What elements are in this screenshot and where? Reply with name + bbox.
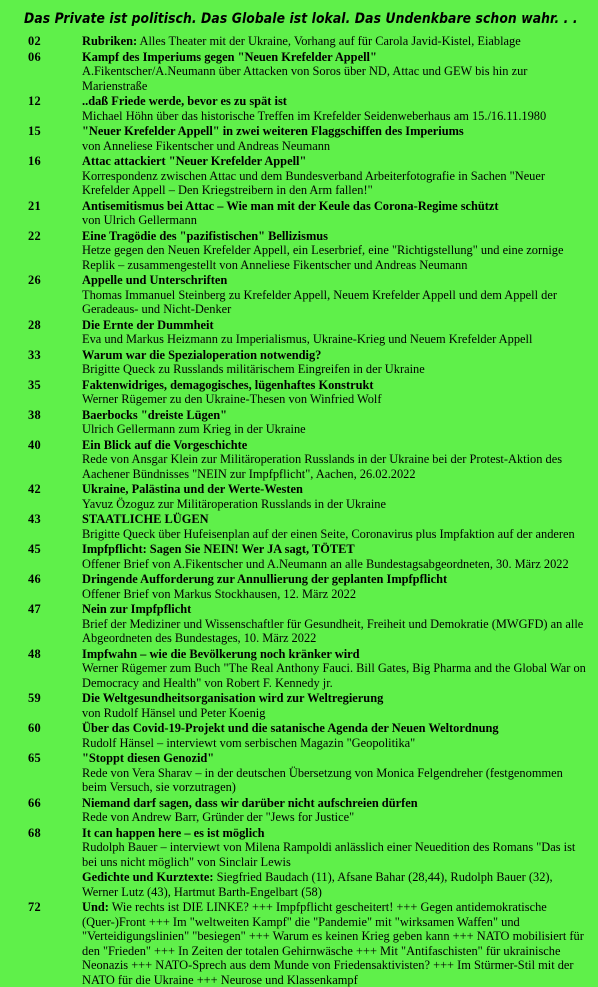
entry-description: Offener Brief von A.Fikentscher und A.Neumann an alle Bundestagsabgeordneten, 30. März 2022 bbox=[82, 556, 569, 571]
entry-description: Eva und Markus Heizmann zu Imperialismus, Ukraine-Krieg und Neuem Krefelder Appell bbox=[82, 332, 533, 346]
entry-description: von Ulrich Gellermann bbox=[82, 213, 197, 227]
entry-title: Die Weltgesundheitsorganisation wird zur Weltregierung bbox=[82, 691, 384, 705]
entry-title: Nein zur Impfpflicht bbox=[82, 602, 192, 616]
entry-description: Wie rechts ist DIE LINKE? +++ Impfpflicht gescheitert! +++ Gegen antidemokratische (Quer-)Front +++ Im "weltweiten Kampf" die "Pandemie" mit "wirksamen Waffen" und "Verteidigungslinien" "besiegen" +++ Warum es keinen Krieg geben kann +++ NATO mobilisiert für den "Frieden" +++ In Zeiten der totalen Gehirnwäsche +++ Mit "Antifaschisten" für ukrainische Neonazis +++ NATO-Sprech aus dem Munde von Friedensaktivisten? +++ Im Stürmer-Stil mit der NATO für die Ukraine +++ Neurose und Klassenkampf bbox=[82, 900, 584, 987]
entry-body bbox=[82, 318, 588, 347]
entry-title: Eine Tragödie des "pazifistischen" Bellizismus bbox=[82, 228, 328, 243]
entry-body bbox=[82, 199, 588, 228]
entry-description: Hetze gegen den Neuen Krefelder Appell, ein Leserbrief, eine "Richtigstellung" und eine zornige Replik – zusammengestellt von Anneliese Fikentscher und Andreas Neumann bbox=[82, 243, 564, 272]
page-number: 59 bbox=[28, 691, 41, 705]
entry-body bbox=[82, 229, 588, 273]
entry-description: Thomas Immanuel Steinberg zu Krefelder Appell, Neuem Krefelder Appell und dem Appell der Geradeaus- und Nicht-Denker bbox=[82, 287, 557, 316]
entry-body bbox=[82, 542, 588, 571]
entry-description: Michael Höhn über das historische Treffen im Krefelder Seidenweberhaus am 15./16.11.1980 bbox=[82, 108, 547, 123]
page-number: 66 bbox=[28, 795, 41, 810]
page-number: 22 bbox=[28, 228, 41, 243]
page-number: 28 bbox=[28, 317, 41, 332]
entry-description: Rede von Ansgar Klein zur Militäroperation Russlands in der Ukraine bei der Protest-Aktion des Aachener Bündnisses "NEIN zur Impfpflicht", Aachen, 26.02.2022 bbox=[82, 452, 563, 481]
toc-entry bbox=[24, 348, 588, 377]
entry-description: Korrespondenz zwischen Attac und dem Bundesverband Arbeiterfotografie in Sachen "Neuer Krefelder Appell – Den Kriegstreibern in den Arm fallen!" bbox=[82, 168, 546, 197]
entry-body bbox=[82, 572, 588, 601]
toc-entry bbox=[24, 408, 588, 437]
entry-title: Attac attackiert "Neuer Krefelder Appell" bbox=[82, 154, 307, 168]
page-number: 45 bbox=[28, 542, 41, 556]
page-number: 43 bbox=[28, 512, 41, 526]
toc-entry bbox=[24, 826, 588, 870]
entry-description: Brigitte Queck zu Russlands militärischem Eingreifen in der Ukraine bbox=[82, 362, 425, 376]
page-number: 26 bbox=[28, 273, 41, 287]
entry-title: Ukraine, Palästina und der Werte-Westen bbox=[82, 482, 303, 496]
entry-description: Werner Rügemer zum Buch "The Real Anthony Fauci. Bill Gates, Big Pharma and the Global War on Democracy and Health" von Robert F. Kennedy jr. bbox=[82, 661, 586, 690]
page-number: 12 bbox=[28, 94, 41, 108]
toc-entry bbox=[24, 273, 588, 317]
entry-body bbox=[82, 273, 588, 317]
entry-title: Die Ernte der Dummheit bbox=[82, 317, 214, 332]
entry-title: STAATLICHE LÜGEN bbox=[82, 512, 209, 526]
entry-description: Alles Theater mit der Ukraine, Vorhang auf für Carola Javid-Kistel, Eiablage bbox=[139, 34, 521, 48]
entry-title: Gedichte und Kurztexte: bbox=[82, 870, 214, 884]
toc-entry bbox=[24, 542, 588, 571]
toc-entry bbox=[24, 318, 588, 347]
page-number: 68 bbox=[28, 825, 41, 840]
page-number: 47 bbox=[28, 602, 41, 616]
page-number: 16 bbox=[28, 154, 41, 168]
page-number: 72 bbox=[28, 900, 41, 914]
toc-entry bbox=[24, 482, 588, 511]
entry-description: Siegfried Baudach (11), Afsane Bahar (28,44), Rudolph Bauer (32), Werner Lutz (43), Hartmut Barth-Engelbart (58) bbox=[82, 870, 553, 899]
entry-description: Rudolf Hänsel – interviewt vom serbischen Magazin "Geopolitika" bbox=[82, 735, 416, 750]
toc-entry bbox=[24, 229, 588, 273]
toc-entry bbox=[24, 512, 588, 541]
entry-description: Werner Rügemer zu den Ukraine-Thesen von Winfried Wolf bbox=[82, 392, 382, 406]
toc-entry bbox=[24, 34, 588, 49]
entry-title: "Neuer Krefelder Appell" in zwei weiteren Flaggschiffen des Imperiums bbox=[82, 124, 464, 138]
entry-description: Offener Brief von Markus Stockhausen, 12. März 2022 bbox=[82, 586, 357, 601]
entry-title: Rubriken: bbox=[82, 34, 138, 48]
entry-description: Yavuz Özoguz zur Militäroperation Russlands in der Ukraine bbox=[82, 496, 386, 511]
entry-title: Impfwahn – wie die Bevölkerung noch kränker wird bbox=[82, 646, 360, 661]
entry-title: Über das Covid-19-Projekt und die satanische Agenda der Neuen Weltordnung bbox=[82, 721, 499, 735]
entry-body bbox=[82, 870, 588, 899]
page-headline: Das Private ist politisch. Das Globale ist lokal. Das Undenkbare schon wahr. . . bbox=[24, 11, 578, 27]
entry-body bbox=[82, 408, 588, 437]
entry-description: Rede von Vera Sharav – in der deutschen Übersetzung von Monica Felgendreher (festgenommen beim Versuch, sie vorzutragen) bbox=[82, 765, 563, 794]
entry-body bbox=[82, 721, 588, 750]
toc-entry bbox=[24, 602, 588, 646]
entry-body bbox=[82, 34, 588, 49]
page-number: 46 bbox=[28, 572, 41, 586]
toc-entry bbox=[24, 721, 588, 750]
entry-body bbox=[82, 438, 588, 482]
entry-body bbox=[82, 124, 588, 153]
table-of-contents bbox=[24, 34, 588, 987]
page-number: 42 bbox=[28, 482, 41, 496]
entry-body bbox=[82, 826, 588, 870]
entry-title: It can happen here – es ist möglich bbox=[82, 825, 265, 840]
page-number: 38 bbox=[28, 407, 41, 422]
entry-title: Dringende Aufforderung zur Annullierung der geplanten Impfpflicht bbox=[82, 572, 448, 586]
entry-body bbox=[82, 154, 588, 198]
toc-entry bbox=[24, 199, 588, 228]
entry-description: von Rudolf Hänsel und Peter Koenig bbox=[82, 705, 266, 720]
entry-title: "Stoppt diesen Genozid" bbox=[82, 751, 215, 765]
entry-body bbox=[82, 647, 588, 691]
toc-entry bbox=[24, 796, 588, 825]
entry-body bbox=[82, 348, 588, 377]
entry-description: A.Fikentscher/A.Neumann über Attacken von Soros über ND, Attac und GEW bis hin zur Marienstraße bbox=[82, 64, 528, 93]
page-number: 60 bbox=[28, 721, 41, 735]
entry-title: Impfpflicht: Sagen Sie NEIN! Wer JA sagt, TÖTET bbox=[82, 542, 355, 556]
page-number: 40 bbox=[28, 437, 41, 452]
entry-body bbox=[82, 482, 588, 511]
entry-body bbox=[82, 94, 588, 123]
entry-body bbox=[82, 602, 588, 646]
entry-title: Ein Blick auf die Vorgeschichte bbox=[82, 437, 248, 452]
toc-entry bbox=[24, 870, 588, 899]
entry-title: Kampf des Imperiums gegen "Neuen Krefelder Appell" bbox=[82, 49, 377, 64]
toc-entry bbox=[24, 378, 588, 407]
entry-title: Baerbocks "dreiste Lügen" bbox=[82, 407, 228, 422]
toc-entry bbox=[24, 50, 588, 94]
page-number: 15 bbox=[28, 124, 41, 138]
entry-body bbox=[82, 50, 588, 94]
entry-title: Appelle und Unterschriften bbox=[82, 273, 228, 287]
toc-entry bbox=[24, 124, 588, 153]
toc-entry bbox=[24, 691, 588, 720]
entry-description: Brief der Mediziner und Wissenschaftler für Gesundheit, Freiheit und Demokratie (MWGFD) an alle Abgeordneten des Bundestages, 10. März 2022 bbox=[82, 616, 584, 645]
entry-body bbox=[82, 900, 588, 987]
entry-body bbox=[82, 796, 588, 825]
toc-entry bbox=[24, 94, 588, 123]
entry-description: Rede von Andrew Barr, Gründer der "Jews for Justice" bbox=[82, 810, 355, 824]
entry-title: Niemand darf sagen, dass wir darüber nicht aufschreien dürfen bbox=[82, 795, 418, 810]
entry-description: Ulrich Gellermann zum Krieg in der Ukraine bbox=[82, 422, 306, 436]
page-number: 02 bbox=[28, 34, 41, 48]
page-number: 48 bbox=[28, 646, 41, 661]
entry-title: ..daß Friede werde, bevor es zu spät ist bbox=[82, 94, 287, 108]
entry-description: Rudolph Bauer – interviewt von Milena Rampoldi anlässlich einer Neuedition des Romans "Das ist bei uns nicht möglich" von Sinclair Lewis bbox=[82, 840, 576, 869]
page-number: 35 bbox=[28, 377, 41, 392]
page-number: 06 bbox=[28, 49, 41, 64]
entry-title: Faktenwidriges, demagogisches, lügenhaftes Konstrukt bbox=[82, 377, 374, 392]
page-number bbox=[24, 870, 82, 899]
toc-entry bbox=[24, 751, 588, 795]
page-number: 21 bbox=[28, 198, 41, 213]
page-number: 33 bbox=[28, 347, 41, 362]
entry-title: Und: bbox=[82, 900, 109, 914]
entry-title: Antisemitismus bei Attac – Wie man mit der Keule das Corona-Regime schützt bbox=[82, 198, 499, 213]
entry-body bbox=[82, 378, 588, 407]
toc-entry bbox=[24, 438, 588, 482]
entry-description: Brigitte Queck über Hufeisenplan auf der einen Seite, Coronavirus plus Impfaktion auf der anderen bbox=[82, 526, 575, 541]
toc-entry bbox=[24, 154, 588, 198]
toc-entry bbox=[24, 900, 588, 987]
entry-title: Warum war die Spezialoperation notwendig? bbox=[82, 347, 322, 362]
page-number: 65 bbox=[28, 751, 41, 765]
toc-entry bbox=[24, 572, 588, 601]
entry-body bbox=[82, 512, 588, 541]
toc-entry bbox=[24, 647, 588, 691]
entry-body bbox=[82, 691, 588, 720]
entry-body bbox=[82, 751, 588, 795]
entry-description: von Anneliese Fikentscher und Andreas Neumann bbox=[82, 138, 331, 153]
